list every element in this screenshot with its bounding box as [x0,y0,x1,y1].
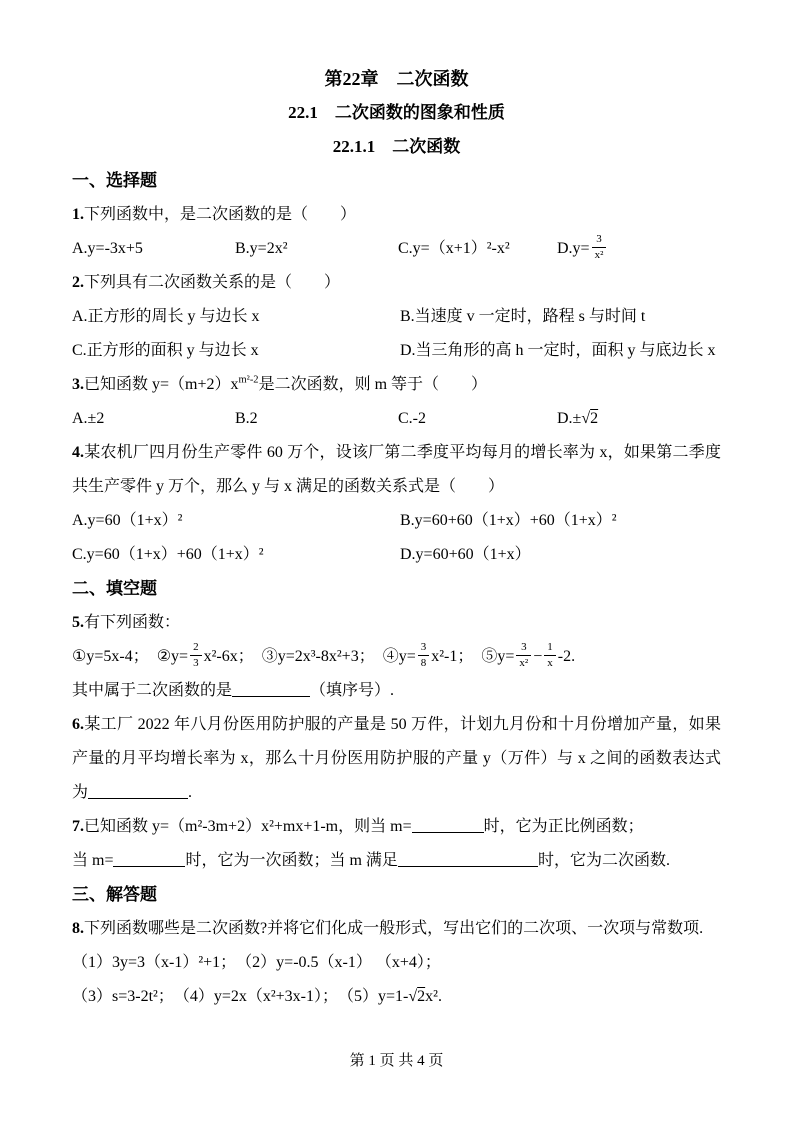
question-1-text: 下列函数中，是二次函数的是（ ） [84,206,357,223]
question-7-text-line2-p3: 时，它为二次函数. [537,852,670,869]
question-7-text-line1-prefix: 已知函数 y=（m²-3m+2）x²+mx+1-m，则当 m= [84,818,412,835]
fraction [516,641,531,669]
question-8-text: 下列函数哪些是二次函数?并将它们化成一般形式，写出它们的二次项、一次项与常数项. [84,920,704,937]
fraction-denominator: 8 [418,655,430,670]
question-8-items-line1: （1）3y=3（x-1）²+1； （2）y=-0.5（x-1） （x+4）； [72,954,441,971]
fill-blank [398,852,538,867]
question-1-option-d [557,232,721,266]
function-item-5-suffix: -2. [557,648,576,665]
question-4-options-row2 [72,538,721,572]
question-8-stem [72,912,721,946]
section-title: 22.1 二次函数的图象和性质 [288,103,505,122]
question-3-text-prefix: 已知函数 y=（m+2）x [84,376,239,393]
question-6-answer-suffix: . [188,784,193,801]
question-4-option-c: C.y=60（1+x）+60（1+x）² [72,546,264,563]
question-3-option-a: A.±2 [72,410,105,427]
question-3-options [72,402,721,436]
fraction [190,641,202,669]
question-8-number: 8. [72,920,84,937]
fraction-denominator: x² [592,247,607,262]
question-4-number: 4. [72,444,84,461]
fraction-numerator: 2 [193,641,199,654]
question-8-items-line2 [72,980,721,1014]
question-3-text-suffix: 是二次函数，则 m 等于（ ） [258,376,488,393]
question-1-options [72,232,721,266]
question-1-number: 1. [72,206,84,223]
fill-blank [88,784,188,799]
question-7-line2 [72,844,721,878]
function-item-5-prefix: ⑤y= [473,648,515,665]
fill-blank [232,682,310,697]
question-4-text-line1: 某农机厂四月份生产零件 60 万个，设该厂第二季度平均每月的增长率为 x，如果第二季度 [84,444,721,461]
fraction-denominator: x² [516,655,531,670]
question-6-number: 6. [72,716,84,733]
question-3-option-b: B.2 [235,410,258,427]
function-item-3: ③y=2x³-8x²+3； [253,648,375,665]
question-3-option-c: C.-2 [398,410,426,427]
question-5-answer-prefix: 其中属于二次函数的是 [72,682,233,699]
question-7-number: 7. [72,818,84,835]
minus-sign: − [533,648,543,665]
question-1-option-a: A.y=-3x+5 [72,240,143,257]
question-8-items-line2-suffix: x². [425,988,442,1005]
question-2-option-a: A.正方形的周长 y 与边长 x [72,308,260,325]
part2-heading: 二、填空题 [72,579,157,598]
question-4-options-row1 [72,504,721,538]
function-item-2-suffix: x²-6x； [203,648,254,665]
question-2-text: 下列具有二次函数关系的是（ ） [84,274,341,291]
function-item-2-prefix: ②y= [148,648,189,665]
question-6-line3 [72,776,721,810]
question-4-option-d: D.y=60+60（1+x） [400,546,531,563]
question-5-text: 有下列函数： [84,614,181,631]
part1-heading: 一、选择题 [72,171,157,190]
question-5-stem [72,606,721,640]
chapter-title: 第22章 二次函数 [324,69,469,89]
question-4-option-b: B.y=60+60（1+x）+60（1+x）² [400,512,617,529]
fill-blank [412,818,484,833]
question-4-stem-line1 [72,436,721,470]
question-1-stem [72,198,721,232]
question-5-function-list [72,640,721,674]
question-7-text-line1-suffix: 时，它为正比例函数； [483,818,644,835]
part3-heading: 三、解答题 [72,885,157,904]
question-1-option-b: B.y=2x² [235,240,288,257]
question-5-number: 5. [72,614,84,631]
question-8-items-line2-prefix: （3）s=3-2t²； （4）y=2x（x²+3x-1）； （5）y=1-√ [72,988,418,1005]
fraction-denominator: x [544,655,556,670]
function-item-1: ①y=5x-4； [72,648,149,665]
page-footer: 第 1 页 共 4 页 [349,1053,444,1069]
question-6-answer-prefix: 为 [72,784,89,801]
question-2-option-c: C.正方形的面积 y 与边长 x [72,342,259,359]
fraction-numerator: 3 [420,641,427,654]
question-2-options-row2 [72,334,721,368]
question-4-stem-line2: 共生产零件 y 万个，那么 y 与 x 满足的函数关系式是（ ） [72,478,505,495]
question-3-option-d-prefix: D.±√ [557,410,591,427]
fraction-numerator: 3 [521,641,527,654]
question-2-option-d: D.当三角形的高 h 一定时，面积 y 与底边长 x [400,342,716,359]
exponent: m²-2 [238,374,259,386]
function-item-4-suffix: x²-1； [431,648,474,665]
question-6-line2: 产量的月平均增长率为 x，那么十月份医用防护服的产量 y（万件）与 x 之间的函数表达式 [72,750,721,767]
question-6-text-line1: 某工厂 2022 年八月份医用防护服的产量是 50 万件，计划九月份和十月份增加产量，如果 [84,716,721,733]
question-2-stem [72,266,721,300]
radicand: 2 [590,410,599,427]
question-5-answer-line [72,674,721,708]
fraction [592,233,607,261]
fraction-denominator: 3 [190,655,202,670]
fraction-numerator: 1 [547,641,553,654]
question-5-answer-suffix: （填序号）. [310,682,395,699]
fraction-numerator: 3 [596,233,602,246]
question-3-stem [72,368,721,402]
question-6-line1 [72,708,721,742]
fraction [418,641,430,669]
question-1-option-d-prefix: D.y= [557,240,590,257]
question-2-options-row1 [72,300,721,334]
question-7-line1 [72,810,721,844]
function-item-4-prefix: ④y= [374,648,416,665]
question-3-number: 3. [72,376,84,393]
question-4-option-a: A.y=60（1+x）² [72,512,183,529]
question-2-option-b: B.当速度 v 一定时，路程 s 与时间 t [400,308,646,325]
question-1-option-c: C.y=（x+1）²-x² [398,240,510,257]
fraction [544,641,556,669]
fill-blank [113,852,185,867]
question-3-option-d [557,402,721,436]
radicand: 2 [417,988,426,1005]
subsection-title: 22.1.1 二次函数 [332,137,461,156]
question-7-text-line2-p2: 时，它为一次函数；当 m 满足 [185,852,398,869]
question-2-number: 2. [72,274,84,291]
question-7-text-line2-p1: 当 m= [72,852,114,869]
